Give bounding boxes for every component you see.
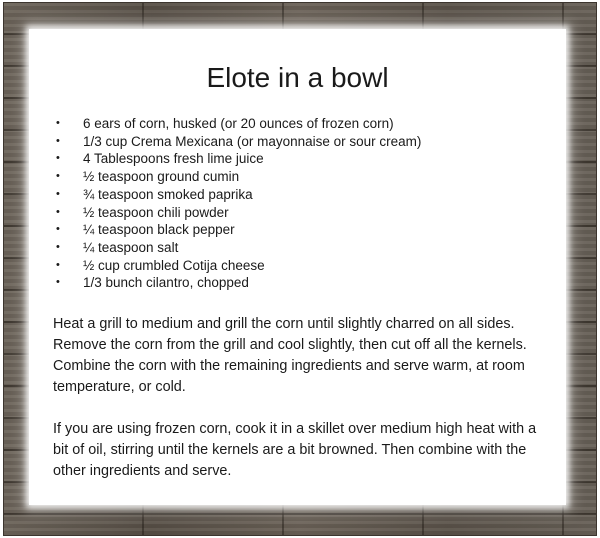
ingredient-list <box>53 115 542 292</box>
ingredient-item <box>53 150 542 168</box>
ingredient-item <box>53 133 542 151</box>
bullet-icon: • <box>56 223 60 236</box>
recipe-card <box>29 29 566 505</box>
ingredient-item <box>53 239 542 257</box>
ingredient-text: 4 Tablespoons fresh lime juice <box>83 151 264 167</box>
bullet-icon: • <box>56 258 60 271</box>
ingredient-text: 6 ears of corn, husked (or 20 ounces of frozen corn) <box>83 116 394 131</box>
ingredient-text: ½ cup crumbled Cotija cheese <box>83 257 265 273</box>
bullet-icon: • <box>56 170 60 183</box>
ingredient-text: ¼ teaspoon salt <box>83 239 179 255</box>
bullet-icon: • <box>56 187 60 200</box>
ingredient-item <box>53 204 542 222</box>
recipe-title: Elote in a bowl <box>206 62 389 93</box>
ingredient-item <box>53 186 542 204</box>
ingredient-item <box>53 221 542 239</box>
ingredient-text: ¼ teaspoon black pepper <box>83 222 235 238</box>
instructions-paragraph-frozen: If you are using frozen corn, cook it in a skillet over medium high heat with a bit of oil, stirring until the kernels are a bit browned. Then combine with the other ingredients and serve. <box>53 421 537 480</box>
bullet-icon: • <box>56 152 60 165</box>
ingredient-item <box>53 257 542 275</box>
bullet-icon: • <box>56 134 60 147</box>
ingredient-item <box>53 168 542 186</box>
bullet-icon: • <box>56 205 60 218</box>
ingredient-text: ½ teaspoon ground cumin <box>83 169 240 185</box>
bullet-icon: • <box>56 240 60 253</box>
ingredient-text: ¾ teaspoon smoked paprika <box>83 186 253 202</box>
bullet-icon: • <box>56 276 60 289</box>
instructions-paragraph-grill: Heat a grill to medium and grill the corn until slightly charred on all sides. Remove the corn from the grill and cool slightly, then cut off all the kernels. Combine the corn with the remaining ingredients and serve warm, at room temperature, or cold. <box>53 316 527 396</box>
ingredient-text: 1/3 cup Crema Mexicana (or mayonnaise or sour cream) <box>83 133 422 149</box>
ingredient-item <box>53 115 542 133</box>
ingredient-text: ½ teaspoon chili powder <box>83 204 229 220</box>
ingredient-text: 1/3 bunch cilantro, chopped <box>83 275 249 291</box>
ingredient-item <box>53 274 542 292</box>
bullet-icon: • <box>56 117 60 129</box>
